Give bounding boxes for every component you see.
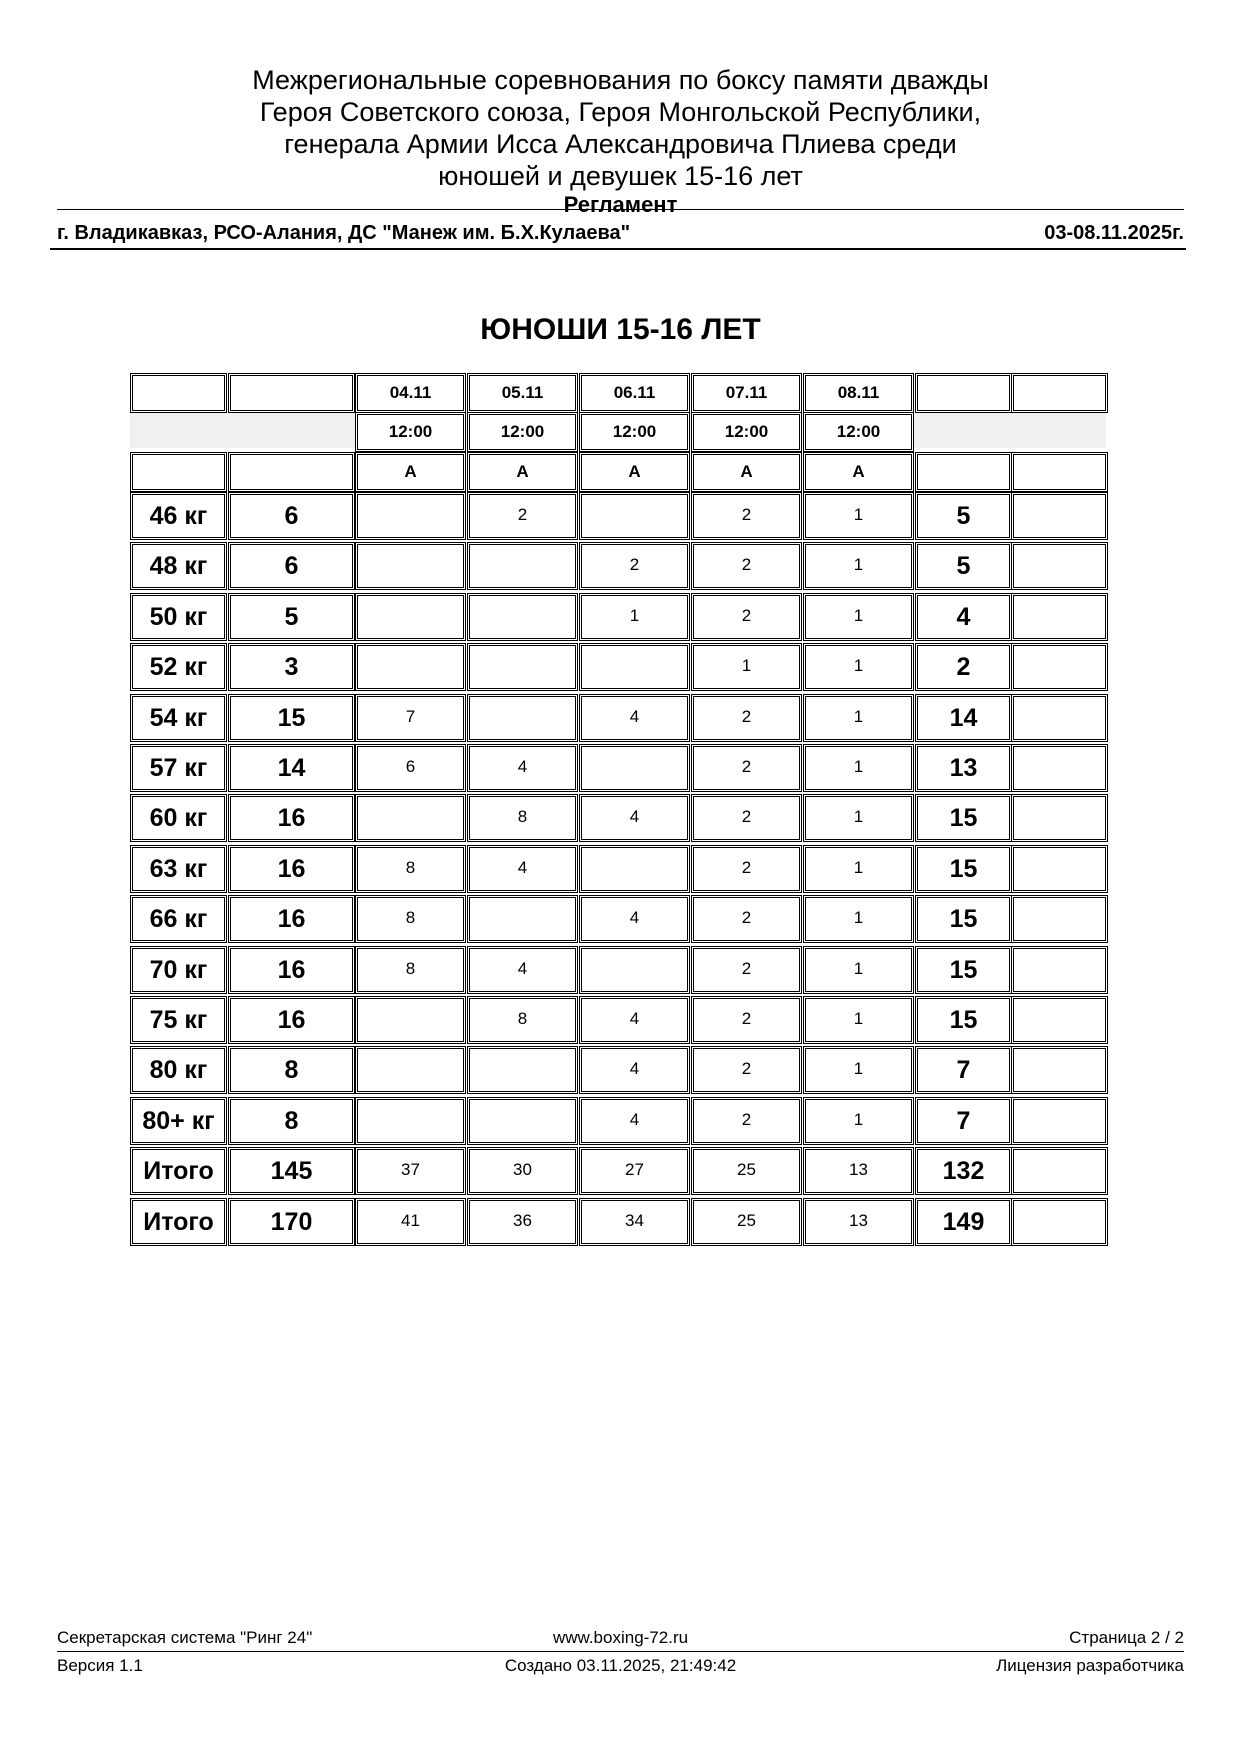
- row-total-cell: 15: [917, 998, 1010, 1042]
- row-day-cell: 1: [805, 746, 912, 790]
- row-count-cell: 16: [230, 847, 353, 891]
- row-day-cell: [469, 1048, 576, 1092]
- footer-license: Лицензия разработчика: [996, 1656, 1184, 1675]
- header-blank-cell: [132, 375, 225, 411]
- row-day-cell: [469, 696, 576, 740]
- row-day-cell: 2: [693, 1048, 800, 1092]
- footer-divider: [57, 1651, 1184, 1652]
- row-day-cell: [581, 645, 688, 689]
- row-day-cell: 1: [805, 998, 912, 1042]
- header-blank-cell: [1013, 454, 1106, 490]
- footer-created: Создано 03.11.2025, 21:49:42: [504, 1656, 737, 1675]
- row-blank-cell: [1013, 1048, 1106, 1092]
- header-divider: [50, 248, 1186, 250]
- footer-website[interactable]: www.boxing-72.ru: [552, 1628, 689, 1647]
- row-day-cell: 2: [693, 948, 800, 992]
- row-day-cell: 7: [357, 696, 464, 740]
- row-day-cell: 27: [581, 1149, 688, 1193]
- header-blank-cell: [917, 375, 1010, 411]
- row-total-cell: 15: [917, 796, 1010, 840]
- row-label-cell: 48 кг: [132, 544, 225, 588]
- row-day-cell: [357, 595, 464, 639]
- row-total-cell: 4: [917, 595, 1010, 639]
- row-day-cell: [581, 746, 688, 790]
- section-title: ЮНОШИ 15-16 ЛЕТ: [480, 313, 761, 346]
- row-blank-cell: [1013, 1099, 1106, 1143]
- row-day-cell: 4: [581, 897, 688, 941]
- title-line: генерала Армии Исса Александровича Плиева среди: [284, 129, 957, 159]
- row-day-cell: 13: [805, 1200, 912, 1244]
- row-count-cell: 16: [230, 948, 353, 992]
- row-day-cell: 4: [581, 796, 688, 840]
- row-total-cell: 15: [917, 847, 1010, 891]
- row-blank-cell: [1013, 645, 1106, 689]
- row-blank-cell: [1013, 948, 1106, 992]
- row-total-cell: 5: [917, 494, 1010, 538]
- row-day-cell: 1: [805, 645, 912, 689]
- row-total-cell: 7: [917, 1099, 1010, 1143]
- header-blank-cell: [230, 375, 353, 411]
- header-blank-cell: [132, 454, 225, 490]
- row-label-cell: 80+ кг: [132, 1099, 225, 1143]
- row-count-cell: 15: [230, 696, 353, 740]
- header-time-cell: 12:00: [805, 414, 912, 450]
- row-day-cell: 1: [805, 1048, 912, 1092]
- row-day-cell: 2: [693, 544, 800, 588]
- row-day-cell: 1: [693, 645, 800, 689]
- row-label-cell: 60 кг: [132, 796, 225, 840]
- row-day-cell: 25: [693, 1149, 800, 1193]
- row-label-cell: 52 кг: [132, 645, 225, 689]
- row-day-cell: 1: [805, 595, 912, 639]
- row-day-cell: 2: [693, 696, 800, 740]
- row-day-cell: 4: [469, 746, 576, 790]
- header-blank-cell: [230, 454, 353, 490]
- header-date-cell: 04.11: [357, 375, 464, 411]
- row-blank-cell: [1013, 1200, 1106, 1244]
- row-day-cell: [357, 544, 464, 588]
- row-day-cell: 2: [693, 1099, 800, 1143]
- row-day-cell: [469, 544, 576, 588]
- row-count-cell: 8: [230, 1048, 353, 1092]
- row-day-cell: [357, 1099, 464, 1143]
- row-total-cell: 15: [917, 897, 1010, 941]
- row-total-cell: 2: [917, 645, 1010, 689]
- row-day-cell: 4: [469, 948, 576, 992]
- row-day-cell: 4: [581, 998, 688, 1042]
- row-day-cell: 36: [469, 1200, 576, 1244]
- row-day-cell: 8: [357, 948, 464, 992]
- header-time-cell: 12:00: [581, 414, 688, 450]
- row-day-cell: 8: [357, 847, 464, 891]
- row-day-cell: 1: [805, 897, 912, 941]
- row-blank-cell: [1013, 897, 1106, 941]
- header-time-cell: 12:00: [357, 414, 464, 450]
- row-day-cell: 13: [805, 1149, 912, 1193]
- row-day-cell: [469, 595, 576, 639]
- row-day-cell: 2: [693, 595, 800, 639]
- row-day-cell: [469, 1099, 576, 1143]
- row-blank-cell: [1013, 1149, 1106, 1193]
- row-blank-cell: [1013, 998, 1106, 1042]
- row-total-cell: 132: [917, 1149, 1010, 1193]
- header-date-cell: 08.11: [805, 375, 912, 411]
- row-day-cell: 1: [805, 544, 912, 588]
- title-line: Героя Советского союза, Героя Монгольской Республики,: [259, 97, 982, 127]
- row-day-cell: 30: [469, 1149, 576, 1193]
- row-count-cell: 16: [230, 796, 353, 840]
- footer-system: Секретарская система "Ринг 24": [57, 1628, 313, 1647]
- row-day-cell: [469, 897, 576, 941]
- row-day-cell: 1: [805, 847, 912, 891]
- row-day-cell: [357, 645, 464, 689]
- title-line: юношей и девушек 15-16 лет: [438, 161, 803, 191]
- row-label-cell: Итого: [132, 1149, 225, 1193]
- row-count-cell: 5: [230, 595, 353, 639]
- row-day-cell: 2: [581, 544, 688, 588]
- footer-page-number: Страница 2 / 2: [1069, 1628, 1184, 1647]
- row-day-cell: 4: [581, 1099, 688, 1143]
- header-date-cell: 06.11: [581, 375, 688, 411]
- row-count-cell: 6: [230, 544, 353, 588]
- row-total-cell: 14: [917, 696, 1010, 740]
- row-label-cell: 50 кг: [132, 595, 225, 639]
- row-day-cell: [357, 494, 464, 538]
- row-blank-cell: [1013, 796, 1106, 840]
- row-day-cell: 8: [357, 897, 464, 941]
- row-count-cell: 8: [230, 1099, 353, 1143]
- row-day-cell: [581, 948, 688, 992]
- document-title: [0, 64, 1241, 192]
- title-line: Межрегиональные соревнования по боксу памяти дважды: [252, 65, 989, 95]
- row-total-cell: 13: [917, 746, 1010, 790]
- row-count-cell: 16: [230, 897, 353, 941]
- row-day-cell: [581, 494, 688, 538]
- header-ring-cell: A: [581, 454, 688, 490]
- header-ring-cell: A: [693, 454, 800, 490]
- row-label-cell: 75 кг: [132, 998, 225, 1042]
- row-label-cell: 54 кг: [132, 696, 225, 740]
- row-day-cell: 2: [693, 847, 800, 891]
- row-count-cell: 145: [230, 1149, 353, 1193]
- row-day-cell: 1: [581, 595, 688, 639]
- header-blank-cell: [1013, 375, 1106, 411]
- row-total-cell: 5: [917, 544, 1010, 588]
- row-day-cell: [581, 847, 688, 891]
- row-day-cell: 4: [469, 847, 576, 891]
- row-day-cell: 34: [581, 1200, 688, 1244]
- header-ring-cell: A: [469, 454, 576, 490]
- row-label-cell: 70 кг: [132, 948, 225, 992]
- row-day-cell: 4: [581, 1048, 688, 1092]
- row-blank-cell: [1013, 847, 1106, 891]
- row-day-cell: 2: [693, 494, 800, 538]
- row-day-cell: [357, 998, 464, 1042]
- row-count-cell: 14: [230, 746, 353, 790]
- row-day-cell: 37: [357, 1149, 464, 1193]
- row-day-cell: [469, 645, 576, 689]
- header-time-cell: 12:00: [693, 414, 800, 450]
- row-total-cell: 15: [917, 948, 1010, 992]
- row-blank-cell: [1013, 494, 1106, 538]
- row-total-cell: 7: [917, 1048, 1010, 1092]
- row-day-cell: 1: [805, 696, 912, 740]
- row-count-cell: 170: [230, 1200, 353, 1244]
- row-label-cell: Итого: [132, 1200, 225, 1244]
- row-day-cell: 8: [469, 796, 576, 840]
- header-ring-cell: A: [357, 454, 464, 490]
- row-label-cell: 63 кг: [132, 847, 225, 891]
- footer-version: Версия 1.1: [57, 1656, 143, 1675]
- row-day-cell: 2: [693, 897, 800, 941]
- row-day-cell: 1: [805, 796, 912, 840]
- header-divider: [57, 209, 1184, 210]
- row-label-cell: 66 кг: [132, 897, 225, 941]
- row-day-cell: 1: [805, 1099, 912, 1143]
- row-count-cell: 16: [230, 998, 353, 1042]
- header-date-cell: 07.11: [693, 375, 800, 411]
- row-blank-cell: [1013, 696, 1106, 740]
- header-time-cell: 12:00: [469, 414, 576, 450]
- row-day-cell: 4: [581, 696, 688, 740]
- row-label-cell: 80 кг: [132, 1048, 225, 1092]
- row-blank-cell: [1013, 595, 1106, 639]
- row-label-cell: 57 кг: [132, 746, 225, 790]
- row-day-cell: 6: [357, 746, 464, 790]
- row-day-cell: 1: [805, 948, 912, 992]
- row-label-cell: 46 кг: [132, 494, 225, 538]
- row-day-cell: [357, 1048, 464, 1092]
- row-day-cell: 2: [469, 494, 576, 538]
- document-subtitle: Регламент: [563, 192, 678, 217]
- row-day-cell: 41: [357, 1200, 464, 1244]
- row-day-cell: 2: [693, 796, 800, 840]
- row-day-cell: 2: [693, 998, 800, 1042]
- row-count-cell: 6: [230, 494, 353, 538]
- row-total-cell: 149: [917, 1200, 1010, 1244]
- row-day-cell: [357, 796, 464, 840]
- row-day-cell: 25: [693, 1200, 800, 1244]
- row-count-cell: 3: [230, 645, 353, 689]
- header-blank-cell: [917, 454, 1010, 490]
- row-day-cell: 1: [805, 494, 912, 538]
- row-blank-cell: [1013, 544, 1106, 588]
- event-location: г. Владикавказ, РСО-Алания, ДС "Манеж им. Б.Х.Кулаева": [57, 222, 631, 244]
- header-ring-cell: A: [805, 454, 912, 490]
- row-day-cell: 2: [693, 746, 800, 790]
- row-day-cell: 8: [469, 998, 576, 1042]
- header-date-cell: 05.11: [469, 375, 576, 411]
- row-blank-cell: [1013, 746, 1106, 790]
- event-dates: 03-08.11.2025г.: [1044, 222, 1184, 244]
